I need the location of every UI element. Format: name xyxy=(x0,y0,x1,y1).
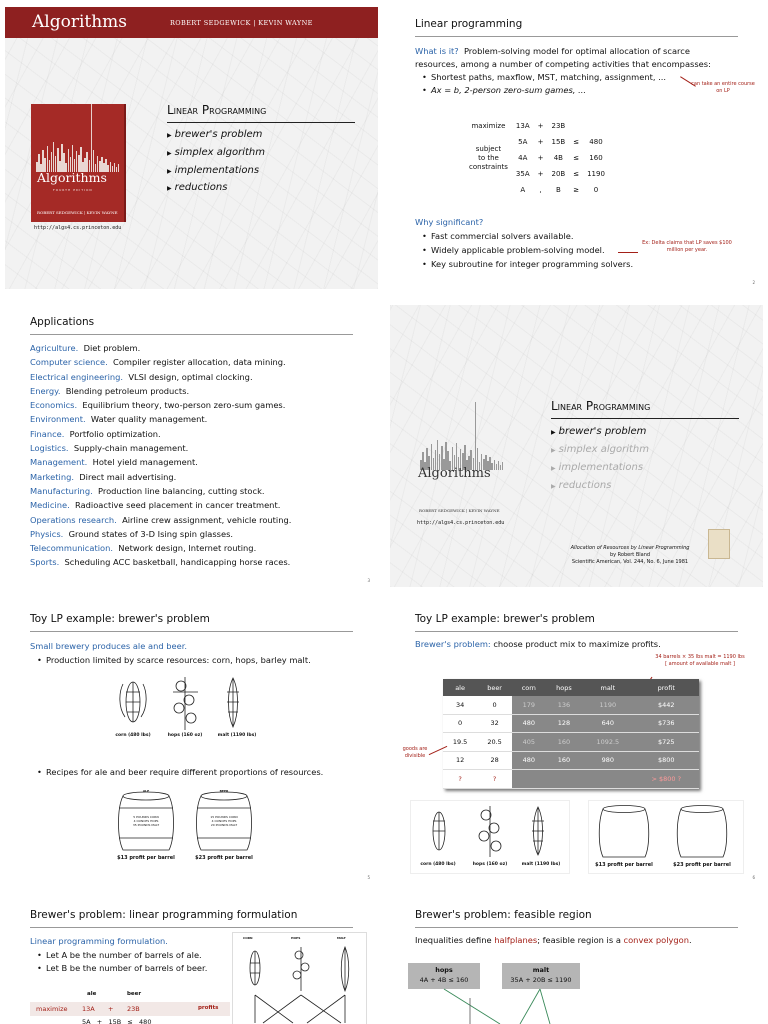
table-cell: 160 xyxy=(546,733,583,752)
table-cell: 0 xyxy=(443,714,477,733)
column-header: ale xyxy=(443,679,477,696)
slide-feasible-region xyxy=(390,898,763,1024)
application-text: Compiler register allocation, data mining. xyxy=(113,357,286,368)
application-field: Medicine. xyxy=(30,500,70,511)
slide-section-brewer xyxy=(390,305,763,587)
application-item xyxy=(30,470,365,484)
crops-icon xyxy=(233,933,366,1024)
table-cell: 405 xyxy=(512,733,546,752)
annotation-note: Ex: Delta claims that LP saves $100 million per year. xyxy=(642,240,732,253)
application-item xyxy=(30,484,365,498)
lead-text: choose product mix to maximize profits. xyxy=(493,639,661,649)
slide-toy-lp-2 xyxy=(390,602,763,884)
triangle-icon: ▶ xyxy=(551,429,556,436)
menu-item[interactable]: ▶ simplex algorithm xyxy=(167,147,265,158)
table-cell: $442 xyxy=(633,696,699,714)
table-cell: 640 xyxy=(582,714,633,733)
book-authors: ROBERT SEDGEWICK | KEVIN WAYNE xyxy=(419,508,500,513)
application-text: Radioactive seed placement in cancer treatment. xyxy=(74,500,281,511)
slide-linear-programming xyxy=(390,7,763,289)
application-text: Supply-chain management. xyxy=(73,443,189,454)
table-cell: 32 xyxy=(477,714,512,733)
application-text: Airline crew assignment, vehicle routing. xyxy=(122,514,292,525)
note-arrow xyxy=(618,252,638,253)
menu-item[interactable]: ▶ implementations xyxy=(167,165,260,176)
application-item xyxy=(30,412,365,426)
slide-title xyxy=(5,7,378,289)
resource-label: malt (1190 lbs) xyxy=(521,862,561,867)
menu-item[interactable]: ▶ implementations xyxy=(551,462,644,473)
application-item xyxy=(30,370,365,384)
barrel-icon xyxy=(589,801,743,861)
application-field: Computer science. xyxy=(30,357,108,368)
lp-formulation: maximize 13A + 23B subject to the constraints 5A + 15B ≤ 480 4A + 4B ≤ 160 35A + 20B ≤ 1190 A , B ≥ 0 xyxy=(465,118,609,198)
barrel-label: BEER xyxy=(219,789,229,793)
barrels-illustration xyxy=(588,800,744,874)
application-item xyxy=(30,555,365,569)
list-item: • Let A be the number of barrels of ale. xyxy=(46,949,240,963)
profit-label: $23 profit per barrel xyxy=(195,855,253,861)
application-item xyxy=(30,384,365,398)
table-cell: 1190 xyxy=(582,696,633,714)
resource-label: corn (480 lbs) xyxy=(115,733,151,738)
application-item xyxy=(30,455,365,469)
maximize-label: maximize xyxy=(471,122,506,130)
profit-label: $23 profit per barrel xyxy=(673,862,731,868)
table-cell: 480 xyxy=(512,751,546,770)
application-text: VLSI design, optimal clocking. xyxy=(128,371,253,382)
slide-title: Brewer's problem: linear programming formulation xyxy=(30,909,298,921)
header-bar xyxy=(5,7,378,38)
table-cell xyxy=(546,770,583,789)
application-text: Ground states of 3-D Ising spin glasses. xyxy=(68,528,234,539)
list-item: • Widely applicable problem-solving model. xyxy=(431,243,755,257)
table-cell: 20.5 xyxy=(477,733,512,752)
crops-icon xyxy=(103,672,265,732)
triangle-icon: ▶ xyxy=(167,168,172,175)
heading-rule xyxy=(551,418,739,419)
title-rule xyxy=(30,927,353,928)
table-cell: 12 xyxy=(443,751,477,770)
menu-item[interactable]: ▶ simplex algorithm xyxy=(551,444,649,455)
table-cell xyxy=(512,770,546,789)
header-authors: ROBERT SEDGEWICK | KEVIN WAYNE xyxy=(170,19,313,27)
slide-title: Toy LP example: brewer's problem xyxy=(415,613,595,625)
crops-icon xyxy=(411,801,569,859)
application-text: Scheduling ACC basketball, handicapping horse races. xyxy=(64,557,291,568)
heading-rule xyxy=(167,122,355,123)
triangle-icon: ▶ xyxy=(551,465,556,472)
table-row xyxy=(443,770,699,789)
malt-constraint-box: malt 35A + 20B ≤ 1190 xyxy=(502,963,580,989)
application-field: Economics. xyxy=(30,400,78,411)
application-field: Operations research. xyxy=(30,514,117,525)
lead-text: Linear programming formulation. xyxy=(30,936,168,946)
objective-row: maximize 13A + 23B profits xyxy=(30,1002,230,1016)
table-cell: 1092.5 xyxy=(582,733,633,752)
reference-citation: Allocation of Resources by Linear Programming by Robert Bland Scientific American, Vol. 244, No. 6, June 1981 xyxy=(570,545,690,565)
cover-bars xyxy=(36,140,120,172)
application-field: Electrical engineering. xyxy=(30,371,124,382)
table-cell: 19.5 xyxy=(443,733,477,752)
application-text: Portfolio optimization. xyxy=(69,428,161,439)
column-header: hops xyxy=(546,679,583,696)
resource-label: corn (480 lbs) xyxy=(420,862,456,867)
triangle-icon: ▶ xyxy=(167,150,172,157)
slide-applications xyxy=(5,305,378,587)
menu-item[interactable]: ▶ brewer's problem xyxy=(167,129,263,140)
column-header: profit xyxy=(633,679,699,696)
application-item xyxy=(30,541,365,555)
application-field: Physics. xyxy=(30,528,64,539)
book-cover xyxy=(31,104,126,222)
application-text: Blending petroleum products. xyxy=(65,385,190,396)
triangle-icon: ▶ xyxy=(551,483,556,490)
annotation-note: goods are divisible xyxy=(402,746,428,759)
table-cell: 480 xyxy=(512,714,546,733)
page-number: 6 xyxy=(752,875,755,880)
menu-item[interactable]: ▶ reductions xyxy=(551,480,612,491)
table-row xyxy=(443,714,699,733)
application-field: Energy. xyxy=(30,385,61,396)
table-cell: 980 xyxy=(582,751,633,770)
barrels-illustration xyxy=(111,788,263,866)
applications-list xyxy=(30,341,365,570)
application-text: Direct mail advertising. xyxy=(79,471,177,482)
table-cell xyxy=(582,770,633,789)
application-item xyxy=(30,427,365,441)
list-item: • Key subroutine for integer programming solvers. xyxy=(431,257,755,271)
application-field: Marketing. xyxy=(30,471,74,482)
resources-illustration xyxy=(103,672,265,746)
application-field: Sports. xyxy=(30,557,60,568)
table-cell: $736 xyxy=(633,714,699,733)
book-cover-gray xyxy=(415,402,508,515)
book-url: http://algs4.cs.princeton.edu xyxy=(34,225,122,231)
application-item xyxy=(30,513,365,527)
application-field: Telecommunication. xyxy=(30,543,113,554)
title-rule xyxy=(30,631,353,632)
slide-title: Linear programming xyxy=(415,18,523,30)
book-title: Algorithms xyxy=(37,170,107,185)
recipe-text: 5 POUNDS CORN 4 OUNCES HOPS 35 POUNDS MALT xyxy=(132,815,160,827)
title-rule xyxy=(415,36,738,37)
constraint-lines xyxy=(390,898,763,1024)
resource-label: hops (160 oz) xyxy=(167,733,203,738)
application-text: Network design, Internet routing. xyxy=(118,543,257,554)
triangle-icon: ▶ xyxy=(167,132,172,139)
table-cell: 136 xyxy=(546,696,583,714)
application-item xyxy=(30,498,365,512)
page-number: 2 xyxy=(752,280,755,285)
table-row xyxy=(443,733,699,752)
menu-item[interactable]: ▶ reductions xyxy=(167,182,228,193)
lead-text: Small brewery produces ale and beer. xyxy=(30,641,187,651)
annotation-note: can take an entire course on LP xyxy=(691,81,755,94)
book-url: http://algs4.cs.princeton.edu xyxy=(417,520,505,526)
table-cell: 128 xyxy=(546,714,583,733)
page-number: 5 xyxy=(367,875,370,880)
list-item: • Production limited by scarce resources: corn, hops, barley malt. xyxy=(46,653,360,667)
book-authors: ROBERT SEDGEWICK | KEVIN WAYNE xyxy=(37,210,118,215)
column-header: malt xyxy=(582,679,633,696)
application-text: Water quality management. xyxy=(90,414,208,425)
table-cell: $725 xyxy=(633,733,699,752)
what-paragraph: What is it? Problem-solving model for optimal allocation of scarce resources, among a number of competing activities that encompasses: • Shortest paths, maxflow, MST, matching, assignment, ... • Ax = b, 2-person zero-sum games, ... xyxy=(415,45,735,97)
brewer-table xyxy=(443,679,699,789)
why-paragraph: Why significant? • Fast commercial solvers available. • Widely applicable problem-solving model. • Key subroutine for integer programming solvers. xyxy=(415,215,755,271)
application-item xyxy=(30,441,365,455)
application-field: Environment. xyxy=(30,414,86,425)
application-text: Hotel yield management. xyxy=(92,457,198,468)
what-list xyxy=(415,71,735,97)
profit-label: $13 profit per barrel xyxy=(117,855,175,861)
list-item: • Fast commercial solvers available. xyxy=(431,229,755,243)
resource-label: malt (1190 lbs) xyxy=(217,733,257,738)
menu-item-current[interactable]: ▶ brewer's problem xyxy=(551,426,647,437)
book-edition: FOURTH EDITION xyxy=(53,188,93,192)
application-item xyxy=(30,398,365,412)
column-head: beer xyxy=(127,991,142,997)
section-heading: Linear Programming xyxy=(551,399,651,413)
title-rule xyxy=(30,334,353,335)
table-cell: $800 xyxy=(633,751,699,770)
table-row xyxy=(443,696,699,714)
constraint-row: 5A + 15B ≤ 480 xyxy=(82,1018,152,1024)
application-item xyxy=(30,355,365,369)
list-item: • Let B be the number of barrels of beer. xyxy=(46,962,240,976)
constraints-label: subject to the constraints xyxy=(469,144,508,171)
slide-title: Applications xyxy=(30,316,95,328)
lead-label: Brewer's problem: xyxy=(415,639,491,649)
table-cell: 34 xyxy=(443,696,477,714)
resource-label: hops (160 oz) xyxy=(472,862,508,867)
table-cell: ? xyxy=(477,770,512,789)
table-cell: ? xyxy=(443,770,477,789)
slide-toy-lp-1 xyxy=(5,602,378,884)
slide-lp-formulation xyxy=(5,898,378,1024)
list-item: • Shortest paths, maxflow, MST, matching, assignment, ... xyxy=(431,71,735,84)
application-item xyxy=(30,527,365,541)
hops-constraint-box: hops 4A + 4B ≤ 160 xyxy=(408,963,480,989)
page-number: 3 xyxy=(367,578,370,583)
resources-illustration xyxy=(410,800,570,874)
table-cell: 179 xyxy=(512,696,546,714)
triangle-icon: ▶ xyxy=(167,185,172,192)
application-field: Logistics. xyxy=(30,443,69,454)
barrel-label: ALE xyxy=(142,789,150,793)
recipe-diagram: CORN HOPS MALT xyxy=(232,932,367,1024)
list-item: • Recipes for ale and beer require different proportions of resources. xyxy=(46,767,360,777)
table-cell: 28 xyxy=(477,751,512,770)
profit-label: $13 profit per barrel xyxy=(595,862,653,868)
application-field: Management. xyxy=(30,457,88,468)
recipe-text: 15 POUNDS CORN 4 OUNCES HOPS 20 POUNDS MALT xyxy=(210,815,238,827)
list-item: • Ax = b, 2-person zero-sum games, ... xyxy=(431,84,735,97)
title-rule xyxy=(415,631,738,632)
application-field: Manufacturing. xyxy=(30,485,93,496)
table-row xyxy=(443,751,699,770)
table-cell: 0 xyxy=(477,696,512,714)
column-header: beer xyxy=(477,679,512,696)
column-head: ale xyxy=(87,991,97,997)
table-cell: 160 xyxy=(546,751,583,770)
book-title: Algorithms xyxy=(418,466,491,481)
section-heading: Linear Programming xyxy=(167,103,267,117)
table-cell: > $800 ? xyxy=(633,770,699,789)
slide-title: Toy LP example: brewer's problem xyxy=(30,613,210,625)
column-header: corn xyxy=(512,679,546,696)
magazine-thumbnail xyxy=(708,529,730,559)
application-field: Finance. xyxy=(30,428,65,439)
application-text: Diet problem. xyxy=(83,343,141,353)
application-field: Agriculture. xyxy=(30,343,79,353)
annotation-note: 34 barrels × 35 lbs malt = 1190 lbs [ amount of available malt ] xyxy=(655,654,745,667)
application-text: Equilibrium theory, two-person zero-sum games. xyxy=(82,400,286,411)
header-title: Algorithms xyxy=(32,12,128,32)
triangle-icon: ▶ xyxy=(551,447,556,454)
application-item xyxy=(30,341,365,355)
slide-title: Brewer's problem: feasible region xyxy=(415,909,592,921)
lead-text: Inequalities define halfplanes; feasible region is a convex polygon. xyxy=(415,935,692,945)
application-text: Production line balancing, cutting stock. xyxy=(98,485,265,496)
